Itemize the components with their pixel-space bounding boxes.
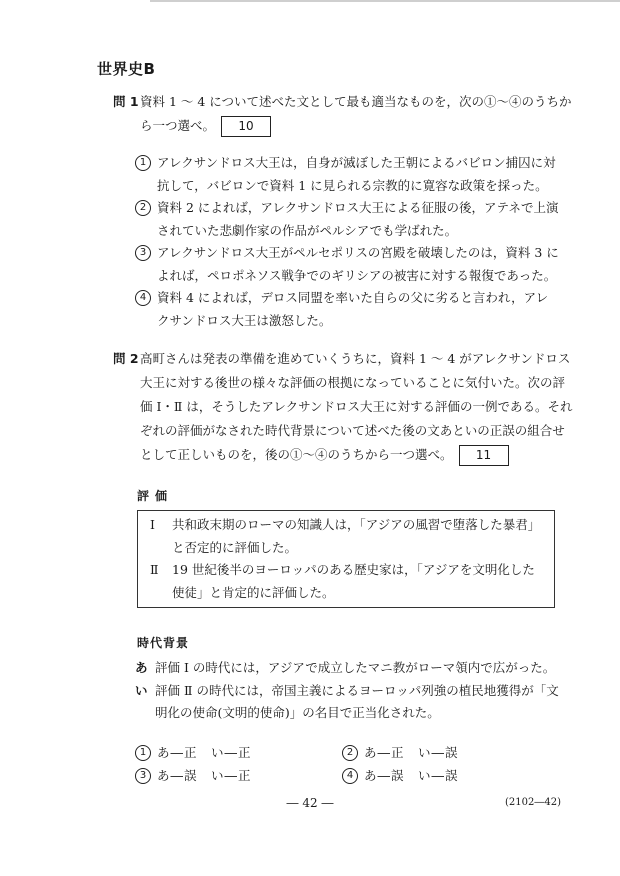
- evaluation-text: 19 世紀後半のヨーロッパのある歴史家は，「アジアを文明化した使徒」と肯定的に評価した。: [172, 562, 535, 600]
- option-number: 3: [135, 768, 151, 784]
- choice-number: 2: [135, 200, 151, 216]
- question-2-stem: [140, 347, 573, 467]
- page-code: (2102―42): [505, 797, 561, 808]
- background-text: 評価 Ⅰ の時代には，アジアで成立したマニ教がローマ領内で広がった。: [155, 660, 556, 675]
- evaluation-1: [150, 514, 542, 559]
- answer-box-10[interactable]: 10: [221, 116, 271, 137]
- evaluation-label: 評価: [137, 489, 174, 503]
- top-rule: [150, 0, 620, 2]
- background-list: [135, 657, 565, 725]
- background-label: 時代背景: [137, 636, 190, 650]
- option-3[interactable]: [135, 765, 335, 787]
- option-number: 4: [342, 768, 358, 784]
- option-1[interactable]: [135, 742, 335, 764]
- choice-2[interactable]: [135, 197, 560, 242]
- choice-text: 資料 2 によれば，アレクサンドロス大王による征服の後，アテネで上演されていた悲劇作家の作品がペルシアでも学ばれた。: [157, 200, 559, 238]
- option-text: あ―誤 い―誤: [364, 768, 459, 783]
- choice-3[interactable]: [135, 242, 560, 287]
- question-2-stem-text: 高町さんは発表の準備を進めていくうちに，資料 1 ～ 4 がアレクサンドロス大王に対する後世の様々な評価の根拠になっていることに気付いた。次の評価 Ⅰ・Ⅱ は，そうしたアレクサンドロス大王に対する評価の一例である。それぞれの評価がなされた時代背景について述べた後の文あといの正誤の組合せとして正しいものを，後の①～④のうちから一つ選べ。: [140, 351, 573, 462]
- background-kana: い: [135, 682, 148, 698]
- choice-number: 1: [135, 155, 151, 171]
- choice-number: 4: [135, 290, 151, 306]
- background-text: 評価 Ⅱ の時代には，帝国主義によるヨーロッパ列強の植民地獲得が「文明化の使命(文明的使命)」の名目で正当化された。: [155, 682, 559, 720]
- question-1-choices: [135, 152, 560, 332]
- choice-text: 資料 4 によれば，デロス同盟を率いた自らの父に劣ると言われ，アレクサンドロス大王は激怒した。: [157, 290, 549, 328]
- question-1-stem-text: 資料 1 ～ 4 について述べた文として最も適当なものを，次の①～④のうちから一つ選べ。: [140, 94, 572, 133]
- option-4[interactable]: [342, 765, 542, 787]
- evaluation-numeral: Ⅱ: [150, 562, 159, 577]
- page-number: ― 42 ―: [286, 796, 334, 810]
- option-text: あ―誤 い―正: [157, 768, 252, 783]
- choice-text: アレクサンドロス大王は，自身が滅ぼした王朝によるバビロン捕囚に対抗して，バビロンで資料 1 に見られる宗教的に寛容な政策を採った。: [157, 155, 556, 193]
- choice-4[interactable]: [135, 287, 560, 332]
- question-1-stem: [140, 90, 573, 138]
- subject-title: 世界史B: [97, 60, 156, 78]
- choice-text: アレクサンドロス大王がペルセポリスの宮殿を破壊したのは，資料 3 によれば，ペロポネソス戦争でのギリシアの被害に対する報復であった。: [157, 245, 559, 283]
- evaluation-numeral: Ⅰ: [150, 517, 155, 532]
- question-2: [113, 347, 573, 467]
- option-2[interactable]: [342, 742, 542, 764]
- background-i: [135, 680, 565, 725]
- question-1-number: 問 1: [113, 94, 139, 109]
- option-text: あ―正 い―正: [157, 745, 252, 760]
- question-1: [113, 90, 573, 138]
- background-kana: あ: [135, 660, 148, 675]
- question-2-number: 問 2: [113, 351, 139, 366]
- answer-box-11[interactable]: 11: [459, 445, 509, 466]
- evaluation-2: [150, 559, 542, 604]
- evaluation-text: 共和政末期のローマの知識人は，「アジアの風習で堕落した暴君」と否定的に評価した。: [172, 517, 541, 555]
- option-number: 1: [135, 745, 151, 761]
- choice-number: 3: [135, 245, 151, 261]
- option-number: 2: [342, 745, 358, 761]
- evaluation-box: [137, 510, 555, 608]
- option-text: あ―正 い―誤: [364, 745, 459, 760]
- background-a: [135, 657, 565, 680]
- choice-1[interactable]: [135, 152, 560, 197]
